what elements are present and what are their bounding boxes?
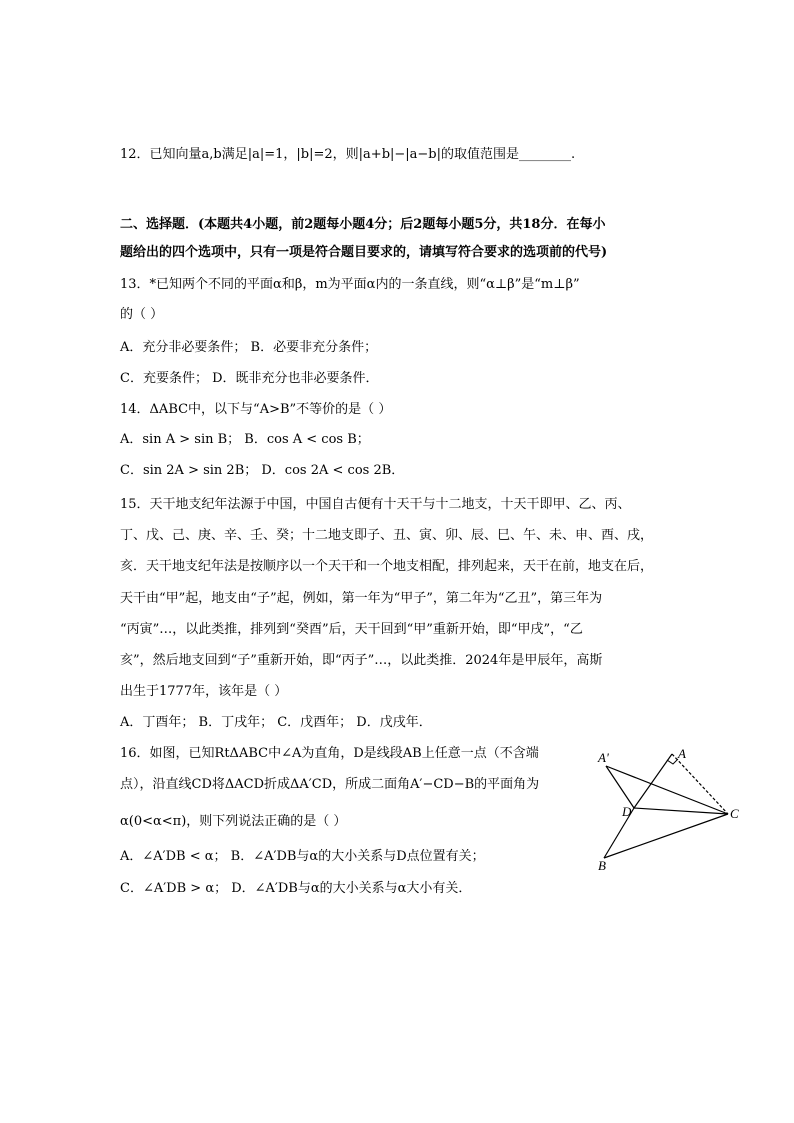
label-a: A bbox=[678, 746, 686, 761]
q15-line: 亥．天干地支纪年法是按顺序以一个天干和一个地支相配，排列起来，天干在前，地支在后， bbox=[120, 559, 654, 574]
label-d: D bbox=[622, 804, 632, 819]
edge-a-c-dashed bbox=[672, 754, 728, 814]
q15-line: 天干由“甲”起，地支由“子”起，例如，第一年为“甲子”，第二年为“乙丑”，第三年为 bbox=[120, 591, 603, 606]
q14-stem: 14．ΔABC中，以下与“A>B”不等价的是（ ） bbox=[120, 402, 392, 417]
edge-d-a bbox=[634, 754, 672, 808]
q15-options: A．丁酉年； B．丁戌年； C．戊酉年； D．戊戌年． bbox=[120, 715, 432, 730]
q13-options-ab: A．充分非必要条件； B．必要非充分条件； bbox=[120, 340, 378, 355]
q13-options-cd: C．充要条件； D．既非充分也非必要条件． bbox=[120, 371, 379, 386]
q16-options-cd: C．∠A′DB > α； D．∠A′DB与α的大小关系与α大小有关． bbox=[120, 881, 472, 896]
section-2-line-2: 题给出的四个选项中，只有一项是符合题目要求的，请填写符合要求的选项前的代号) bbox=[120, 245, 608, 260]
q15-line: 出生于1777年，该年是（ ） bbox=[120, 684, 288, 699]
q16-stem-line-2: 点），沿直线CD将ΔACD折成ΔA′CD，所成二面角A′−CD−B的平面角为 bbox=[120, 777, 540, 792]
label-a-prime: A' bbox=[598, 750, 609, 765]
q14-options-cd: C．sin 2A > sin 2B； D．cos 2A < cos 2B． bbox=[120, 463, 405, 478]
label-b: B bbox=[598, 858, 606, 873]
edge-b-c bbox=[604, 814, 728, 858]
q15-line: 15．天干地支纪年法源于中国，中国自古便有十天干与十二地支，十天干即甲、乙、丙、 bbox=[120, 497, 631, 512]
q16-stem-line-3: α(0<α<π)，则下列说法正确的是（ ） bbox=[120, 814, 347, 829]
label-c: C bbox=[730, 806, 739, 821]
q16-options-ab: A．∠A′DB < α； B．∠A′DB与α的大小关系与D点位置有关； bbox=[120, 849, 485, 864]
section-2-line-1: 二、选择题．(本题共4小题，前2题每小题4分；后2题每小题5分，共18分．在每小 bbox=[120, 217, 606, 232]
q12-text: 12．已知向量a,b满足|a|=1，|b|=2，则|a+b|−|a−b|的取值范围是________. bbox=[120, 147, 576, 162]
q15-line: “丙寅”…，以此类推，排列到“癸酉”后，天干回到“甲”重新开始，即“甲戌”，“乙 bbox=[120, 622, 583, 637]
q14-options-ab: A．sin A > sin B； B．cos A < cos B； bbox=[120, 432, 370, 447]
q15-line: 亥”，然后地支回到“子”重新开始，即“丙子”…，以此类推．2024年是甲辰年，高斯 bbox=[120, 653, 603, 668]
q16-stem-line-1: 16．如图，已知RtΔABC中∠A为直角，D是线段AB上任意一点（不含端 bbox=[120, 746, 539, 761]
q13-stem-line-2: 的（ ） bbox=[120, 307, 164, 322]
geometry-figure bbox=[594, 746, 744, 876]
q15-line: 丁、戊、己、庚、辛、壬、癸；十二地支即子、丑、寅、卯、辰、巳、午、未、申、酉、戌， bbox=[120, 528, 654, 543]
q13-stem-line-1: 13．*已知两个不同的平面α和β，m为平面α内的一条直线，则“α⊥β”是“m⊥β” bbox=[120, 277, 580, 292]
edge-a-prime-d bbox=[606, 766, 634, 808]
